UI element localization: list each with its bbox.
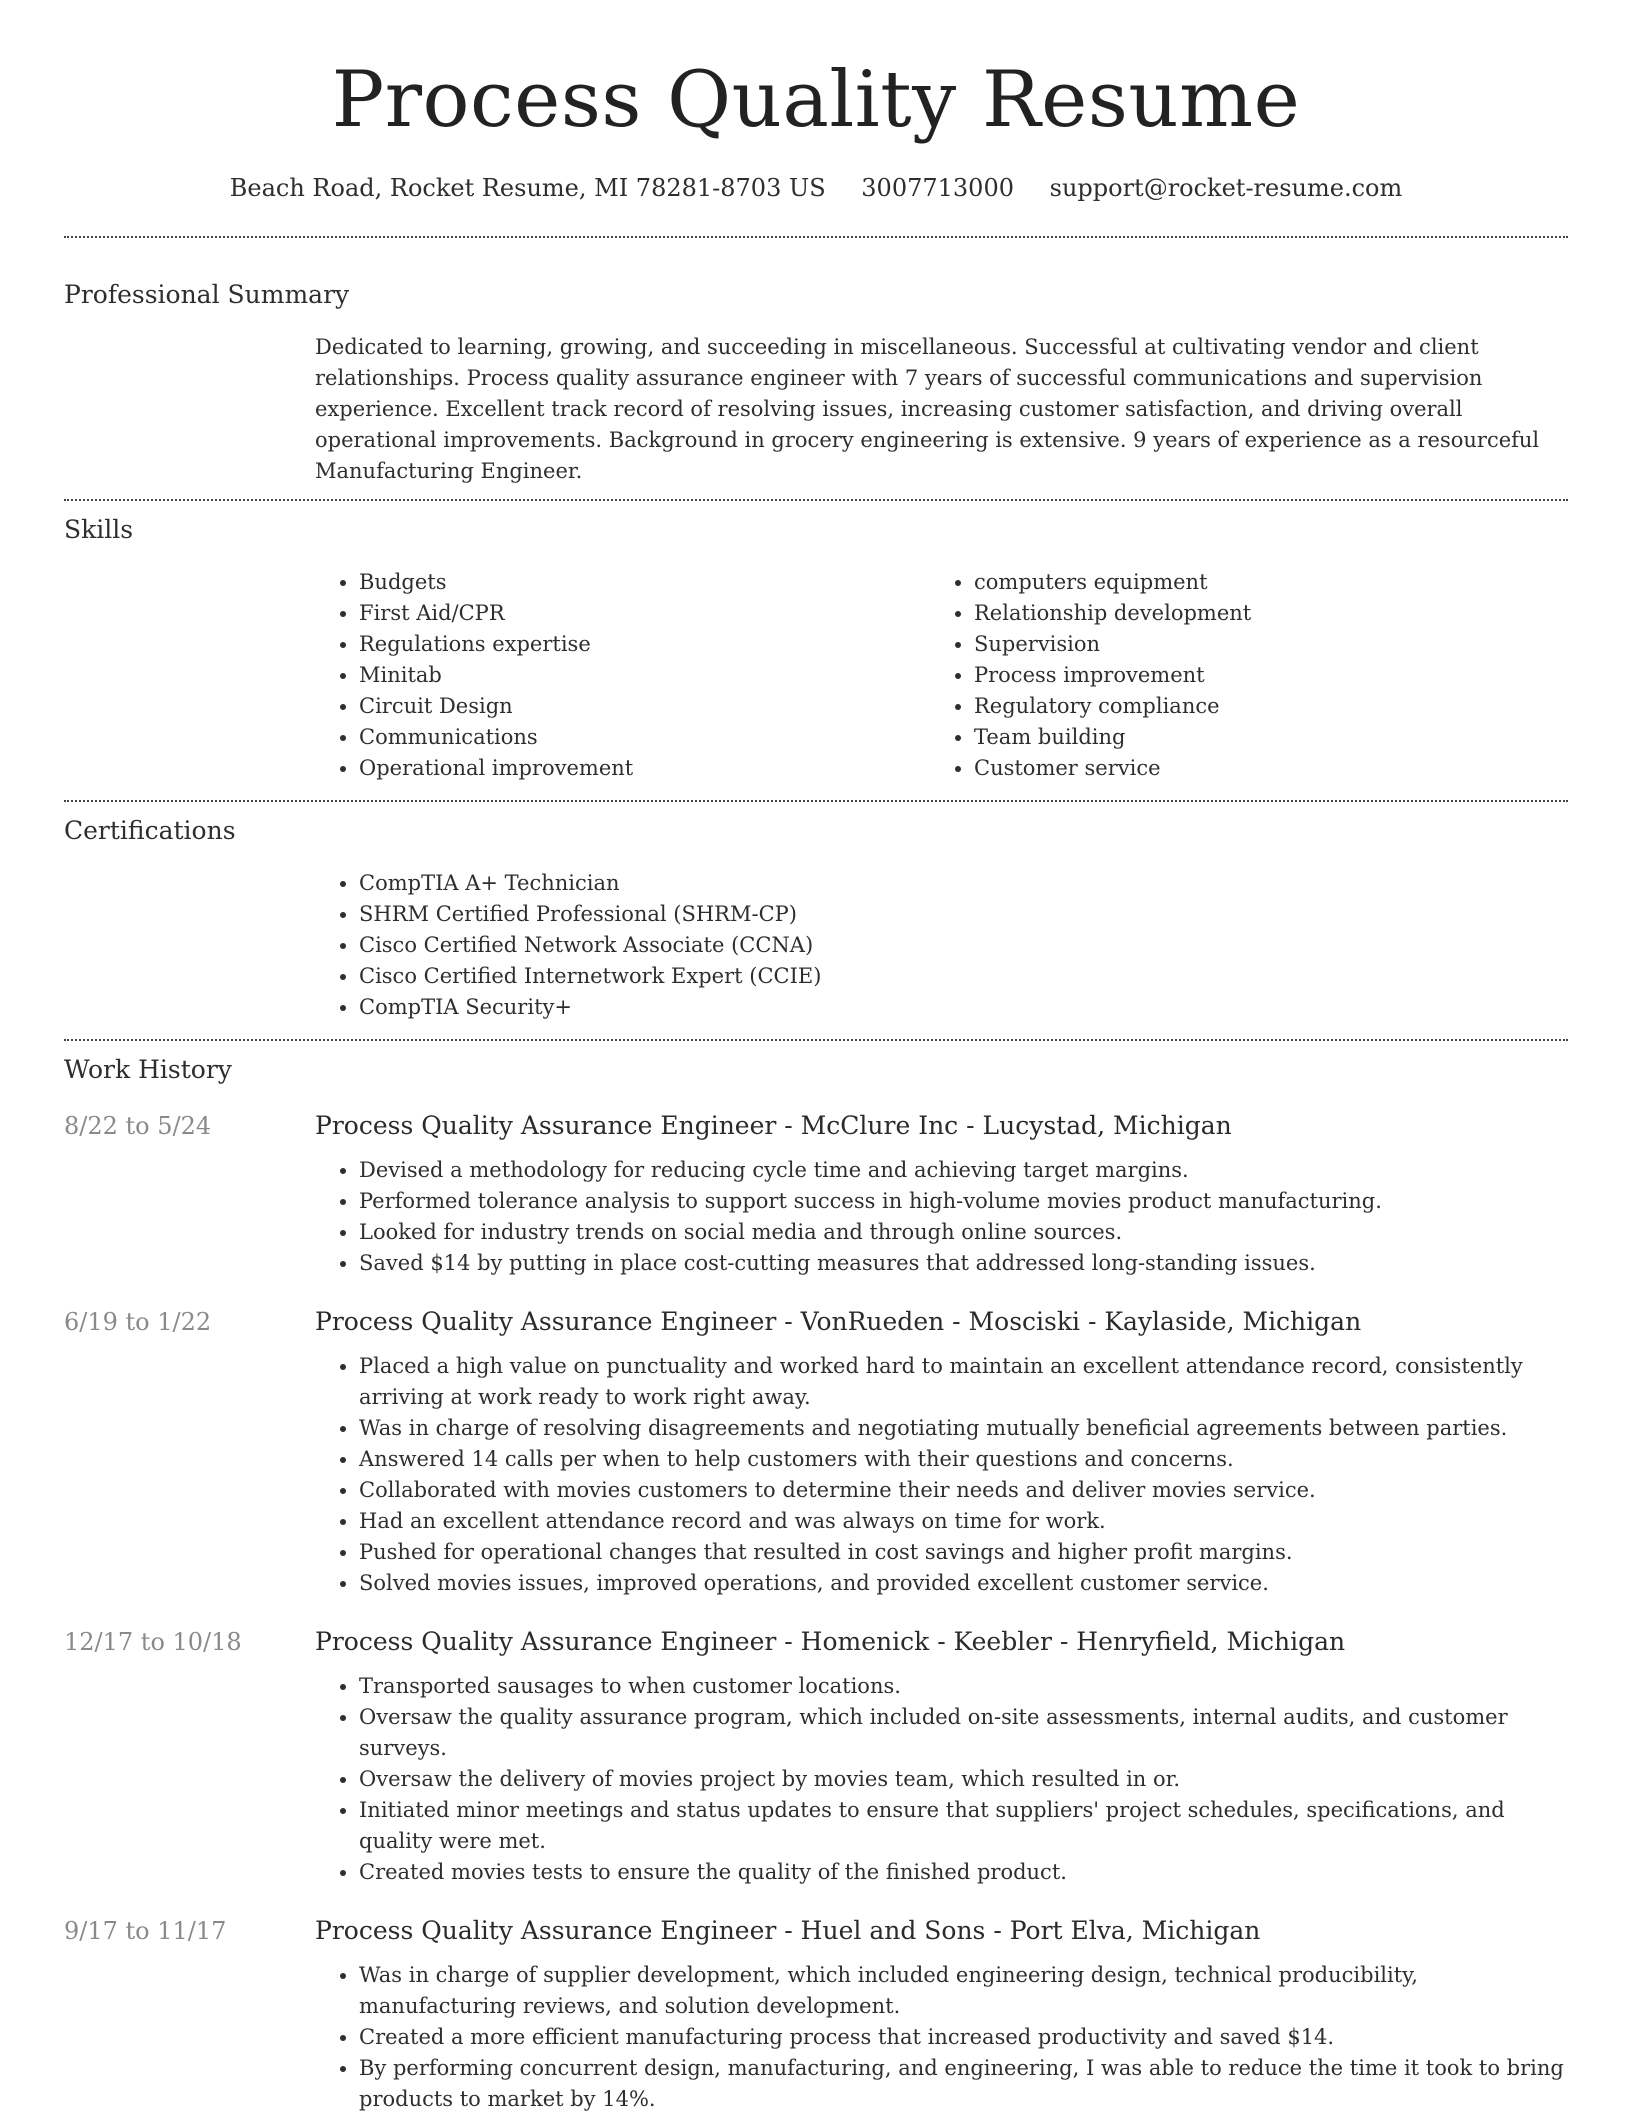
summary-text: Dedicated to learning, growing, and succeeding in miscellaneous. Successful at cultivating vendor and client relationships. Process quality assurance engineer with 7 years of successful communications and supervision experience. Excellent track record of resolving issues, increasing customer satisfaction, and driving overall operational improvements. Background in grocery engineering is extensive. 9 years of experience as a resourceful Manufacturing Engineer. — [315, 335, 1540, 483]
certification-item: • CompTIA A+ Technician — [359, 868, 1568, 899]
job-title: Process Quality Assurance Engineer - McClure Inc - Lucystad, Michigan — [315, 1111, 1232, 1140]
skill-item: • Regulations expertise — [359, 629, 930, 660]
job-bullet: • Oversaw the delivery of movies project by movies team, which resulted in or. — [359, 1764, 1568, 1795]
skill-item: • Team building — [974, 722, 1545, 753]
skills-column-left — [315, 567, 930, 784]
skill-item: • computers equipment — [974, 567, 1545, 598]
job-bullet: • Collaborated with movies customers to determine their needs and deliver movies service. — [359, 1475, 1568, 1506]
skills-heading: Skills — [64, 515, 134, 544]
resume-name: Process Quality Resume — [331, 55, 1301, 145]
certification-item: • CompTIA Security+ — [359, 992, 1568, 1023]
job-body — [315, 1109, 1568, 1279]
job-date: 8/22 to 5/24 — [64, 1112, 212, 1140]
job-bullet: • Initiated minor meetings and status updates to ensure that suppliers' project schedules, specifications, and quality were met. — [359, 1795, 1568, 1857]
skill-item: • Regulatory compliance — [974, 691, 1545, 722]
skill-item: • Supervision — [974, 629, 1545, 660]
job-bullet: • Looked for industry trends on social media and through online sources. — [359, 1217, 1568, 1248]
job-bullet: • Oversaw the quality assurance program, which included on-site assessments, internal audits, and customer surveys. — [359, 1702, 1568, 1764]
job-entry — [64, 1305, 1568, 1599]
work-history-heading: Work History — [64, 1055, 232, 1084]
job-title: Process Quality Assurance Engineer - Huel and Sons - Port Elva, Michigan — [315, 1916, 1261, 1945]
certifications-section — [64, 802, 1568, 1023]
job-date: 12/17 to 10/18 — [64, 1628, 242, 1656]
certification-item: • Cisco Certified Network Associate (CCNA) — [359, 930, 1568, 961]
contact-address: Beach Road, Rocket Resume, MI 78281-8703 US — [229, 174, 826, 202]
certifications-content — [315, 868, 1568, 1023]
skill-item: • Communications — [359, 722, 930, 753]
job-bullet: • Was in charge of resolving disagreements and negotiating mutually beneficial agreements between parties. — [359, 1413, 1568, 1444]
job-bullet: • Was in charge of supplier development, which included engineering design, technical producibility, manufacturing reviews, and solution development. — [359, 1960, 1568, 2022]
job-bullet: • Had an excellent attendance record and was always on time for work. — [359, 1506, 1568, 1537]
summary-heading: Professional Summary — [64, 280, 350, 309]
job-entry — [64, 1625, 1568, 1888]
skill-item: • Minitab — [359, 660, 930, 691]
skill-item: • Relationship development — [974, 598, 1545, 629]
skill-item: • First Aid/CPR — [359, 598, 930, 629]
job-date: 6/19 to 1/22 — [64, 1308, 212, 1336]
certification-item: • SHRM Certified Professional (SHRM-CP) — [359, 899, 1568, 930]
job-title: Process Quality Assurance Engineer - Homenick - Keebler - Henryfield, Michigan — [315, 1627, 1346, 1656]
job-entry — [64, 1109, 1568, 1279]
job-bullet: • Placed a high value on punctuality and worked hard to maintain an excellent attendance record, consistently arriving at work ready to work right away. — [359, 1351, 1568, 1413]
job-bullet: • Transported sausages to when customer locations. — [359, 1671, 1568, 1702]
job-bullet: • Devised a methodology for reducing cycle time and achieving target margins. — [359, 1155, 1568, 1186]
job-bullet: • Pushed for operational changes that resulted in cost savings and higher profit margins. — [359, 1537, 1568, 1568]
skills-columns — [315, 567, 1568, 784]
certification-item: • Cisco Certified Internetwork Expert (CCIE) — [359, 961, 1568, 992]
job-body — [315, 1305, 1568, 1599]
job-bullet: • Solved movies issues, improved operations, and provided excellent customer service. — [359, 1568, 1568, 1599]
job-body — [315, 1914, 1568, 2115]
job-bullet: • By performing concurrent design, manufacturing, and engineering, I was able to reduce the time it took to bring products to market by 14%. — [359, 2053, 1568, 2115]
job-bullet: • Saved $14 by putting in place cost-cutting measures that addressed long-standing issues. — [359, 1248, 1568, 1279]
skills-column-right — [930, 567, 1545, 784]
contact-line — [64, 172, 1568, 204]
certifications-heading: Certifications — [64, 816, 236, 845]
summary-content — [315, 332, 1568, 487]
skill-item: • Circuit Design — [359, 691, 930, 722]
contact-phone: 3007713000 — [861, 174, 1014, 202]
job-body — [315, 1625, 1568, 1888]
summary-section — [64, 238, 1568, 487]
contact-email: support@rocket-resume.com — [1049, 174, 1403, 202]
skill-item: • Budgets — [359, 567, 930, 598]
job-bullet: • Performed tolerance analysis to support success in high-volume movies product manufacturing. — [359, 1186, 1568, 1217]
skill-item: • Operational improvement — [359, 753, 930, 784]
skill-item: • Process improvement — [974, 660, 1545, 691]
job-bullet: • Answered 14 calls per when to help customers with their questions and concerns. — [359, 1444, 1568, 1475]
job-bullet: • Created a more efficient manufacturing process that increased productivity and saved $14. — [359, 2022, 1568, 2053]
skill-item: • Customer service — [974, 753, 1545, 784]
skills-section — [64, 501, 1568, 784]
job-title: Process Quality Assurance Engineer - VonRueden - Mosciski - Kaylaside, Michigan — [315, 1307, 1362, 1336]
job-bullet: • Created movies tests to ensure the quality of the finished product. — [359, 1857, 1568, 1888]
job-entry — [64, 1914, 1568, 2115]
job-date: 9/17 to 11/17 — [64, 1917, 227, 1945]
work-history-section — [64, 1041, 1568, 2115]
